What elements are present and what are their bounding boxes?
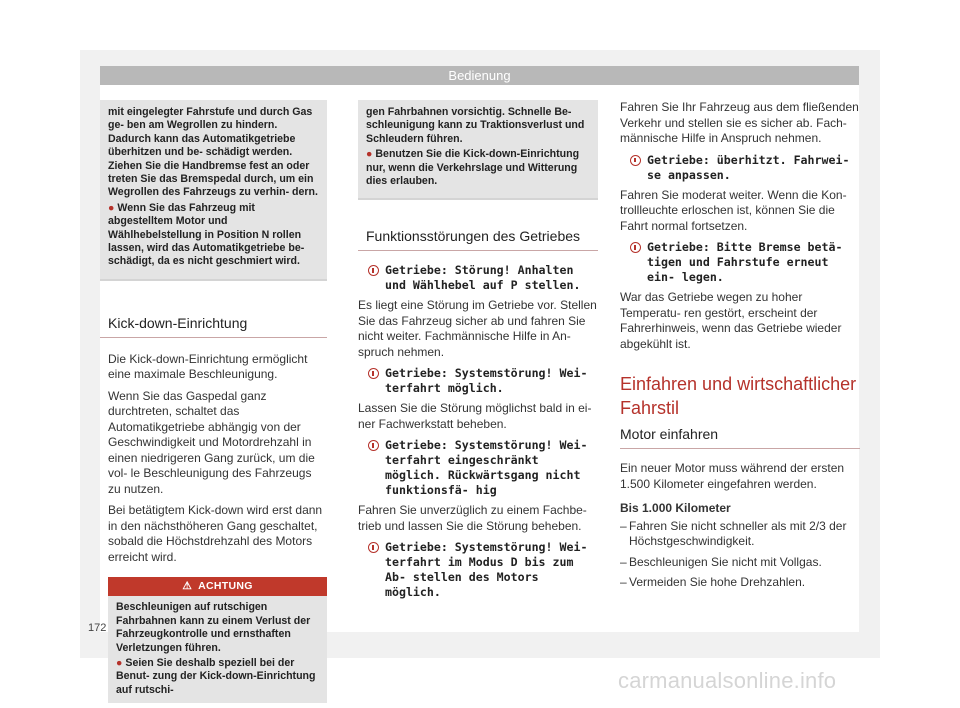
paragraph: Die Kick-down-Einrichtung ermöglicht eine maximale Beschleunigung. — [108, 351, 308, 382]
display-message — [358, 366, 598, 396]
column-1 — [100, 100, 327, 703]
bullet-icon: ● — [108, 201, 115, 214]
message-text: Getriebe: Systemstörung! Wei- terfahrt eingeschränkt möglich. Rückwärtsgang nicht funktionsfä- hig — [385, 438, 588, 498]
info-icon — [368, 368, 379, 379]
display-message — [358, 263, 598, 293]
list-item: – Beschleunigen Sie nicht mit Vollgas. — [620, 554, 822, 569]
bullet-icon: ● — [116, 657, 123, 669]
paragraph: Lassen Sie die Störung möglichst bald in ei- ner Fachwerkstatt beheben. — [358, 401, 592, 431]
message-text: Getriebe: Systemstörung! Wei- terfahrt möglich. — [385, 366, 588, 396]
bullet-text: Seien Sie deshalb speziell bei der Benut- zung der Kick-down-Einrichtung auf rutschi- — [116, 657, 316, 696]
page-number: 172 — [88, 622, 107, 634]
dash-list — [620, 519, 860, 591]
list-item-text: Fahren Sie nicht schneller als mit 2/3 der Höchstgeschwindigkeit. — [629, 518, 847, 548]
warning-header — [108, 577, 327, 596]
bullet-icon: ● — [366, 148, 373, 161]
info-icon — [368, 265, 379, 276]
paragraph: Fahren Sie moderat weiter. Wenn die Kon- trollleuchte erloschen ist, können Sie die Fahrt normal fortsetzen. — [620, 187, 847, 233]
display-message — [620, 240, 860, 285]
info-icon — [368, 440, 379, 451]
display-message — [620, 153, 860, 183]
paragraph: Bei betätigtem Kick-down wird erst dann in den nächsthöheren Gang geschaltet, sobald die Höchstdrehzahl des Motors erreicht wird. — [108, 503, 323, 564]
warning-label: ACHTUNG — [198, 580, 253, 593]
bold-heading: Bis 1.000 Kilometer — [620, 501, 731, 515]
bullet-text: Benutzen Sie die Kick-down-Einrichtung nur, wenn die Verkehrslage und Witterung dies erlauben. — [366, 148, 580, 188]
warning-body — [108, 596, 327, 703]
warning-bullet — [116, 657, 319, 697]
paragraph: Ein neuer Motor muss während der ersten 1.500 Kilometer eingefahren werden. — [620, 461, 845, 491]
display-message — [358, 540, 598, 600]
message-text: Getriebe: Bitte Bremse betä- tigen und Fahrstufe erneut ein- legen. — [647, 240, 843, 284]
warning-bullet — [108, 202, 319, 269]
info-icon — [630, 242, 641, 253]
paragraph: Fahren Sie unverzüglich zu einem Fachbe- trieb und lassen Sie die Störung beheben. — [358, 503, 587, 533]
warning-triangle-icon: ⚠ — [182, 580, 193, 593]
list-item-text: Vermeiden Sie hohe Drehzahlen. — [629, 575, 806, 589]
paragraph: Es liegt eine Störung im Getriebe vor. Stellen Sie das Fahrzeug sicher ab und fahren Sie nicht weiter. Fachmännische Hilfe in An- spruch nehmen. — [358, 298, 597, 359]
warning-box-achtung — [108, 577, 327, 703]
bullet-text: Wenn Sie das Fahrzeug mit abgestelltem Motor und Wählhebelstellung in Position N rollen lassen, wird das Automatikgetriebe be- schädigt, da es nicht geschmiert wird. — [108, 201, 305, 268]
motor-body — [620, 461, 860, 517]
warning-text: mit eingelegter Fahrstufe und durch Gas ge- ben am Wegrollen zu hindern. Dadurch kann das Automatikgetriebe überhitzen und be- schädigt werden. Ziehen Sie die Handbremse fest an oder treten Sie das Bremspedal durch, um ein Wegrollen des Fahrzeugs zu verhin- dern. — [108, 106, 318, 199]
info-icon — [630, 155, 641, 166]
list-item: – Fahren Sie nicht schneller als mit 2/3 der Höchstgeschwindigkeit. — [620, 519, 860, 550]
kickdown-body — [100, 338, 327, 566]
info-icon — [368, 542, 379, 553]
section-header: Bedienung — [100, 66, 859, 85]
faults-body — [358, 251, 598, 600]
list-item-text: Beschleunigen Sie nicht mit Vollgas. — [629, 554, 822, 569]
warning-text: gen Fahrbahnen vorsichtig. Schnelle Be- schleunigung kann zu Traktionsverlust und Schleudern führen. — [366, 106, 585, 145]
warning-continuation-box — [100, 100, 327, 281]
watermark: carmanualsonline.info — [618, 668, 837, 693]
column-2 — [358, 100, 598, 605]
paragraph: Fahren Sie Ihr Fahrzeug aus dem fließenden Verkehr und stellen sie es sicher ab. Fach- männische Hilfe in Anspruch nehmen. — [620, 100, 859, 145]
section-title-motor: Motor einfahren — [620, 426, 860, 449]
section-title-kickdown: Kick-down-Einrichtung — [100, 315, 327, 338]
paragraph: War das Getriebe wegen zu hoher Temperatu- ren gestört, erscheint der Fahrerhinweis, wenn das Getriebe wieder abgekühlt ist. — [620, 290, 842, 351]
warning-continuation-box — [358, 100, 598, 200]
message-text: Getriebe: überhitzt. Fahrwei- se anpassen. — [647, 152, 850, 182]
chapter-title: Einfahren und wirtschaftlicher Fahrstil — [620, 374, 857, 418]
section-title-faults: Funktionsstörungen des Getriebes — [358, 228, 598, 251]
warning-bullet — [366, 148, 590, 188]
display-message — [358, 438, 598, 498]
list-item: – Vermeiden Sie hohe Drehzahlen. — [620, 575, 806, 589]
paragraph: Wenn Sie das Gaspedal ganz durchtreten, schaltet das Automatikgetriebe abhängig von der Geschwindigkeit und Motordrehzahl in einen niedrigeren Gang zurück, um die vol- le Beschleunigung des Fahrzeugs zu nutzen. — [108, 388, 315, 496]
column-3 — [620, 100, 860, 596]
warning-text: Beschleunigen auf rutschigen Fahrbahnen kann zu einem Verlust der Fahrzeugkontrolle und ernsthaften Verletzungen führen. — [116, 601, 311, 654]
message-text: Getriebe: Systemstörung! Wei- terfahrt im Modus D bis zum Ab- stellen des Motors möglich. — [385, 540, 588, 600]
column-3-body — [620, 100, 860, 352]
message-text: Getriebe: Störung! Anhalten und Wählhebel auf P stellen. — [385, 263, 581, 293]
